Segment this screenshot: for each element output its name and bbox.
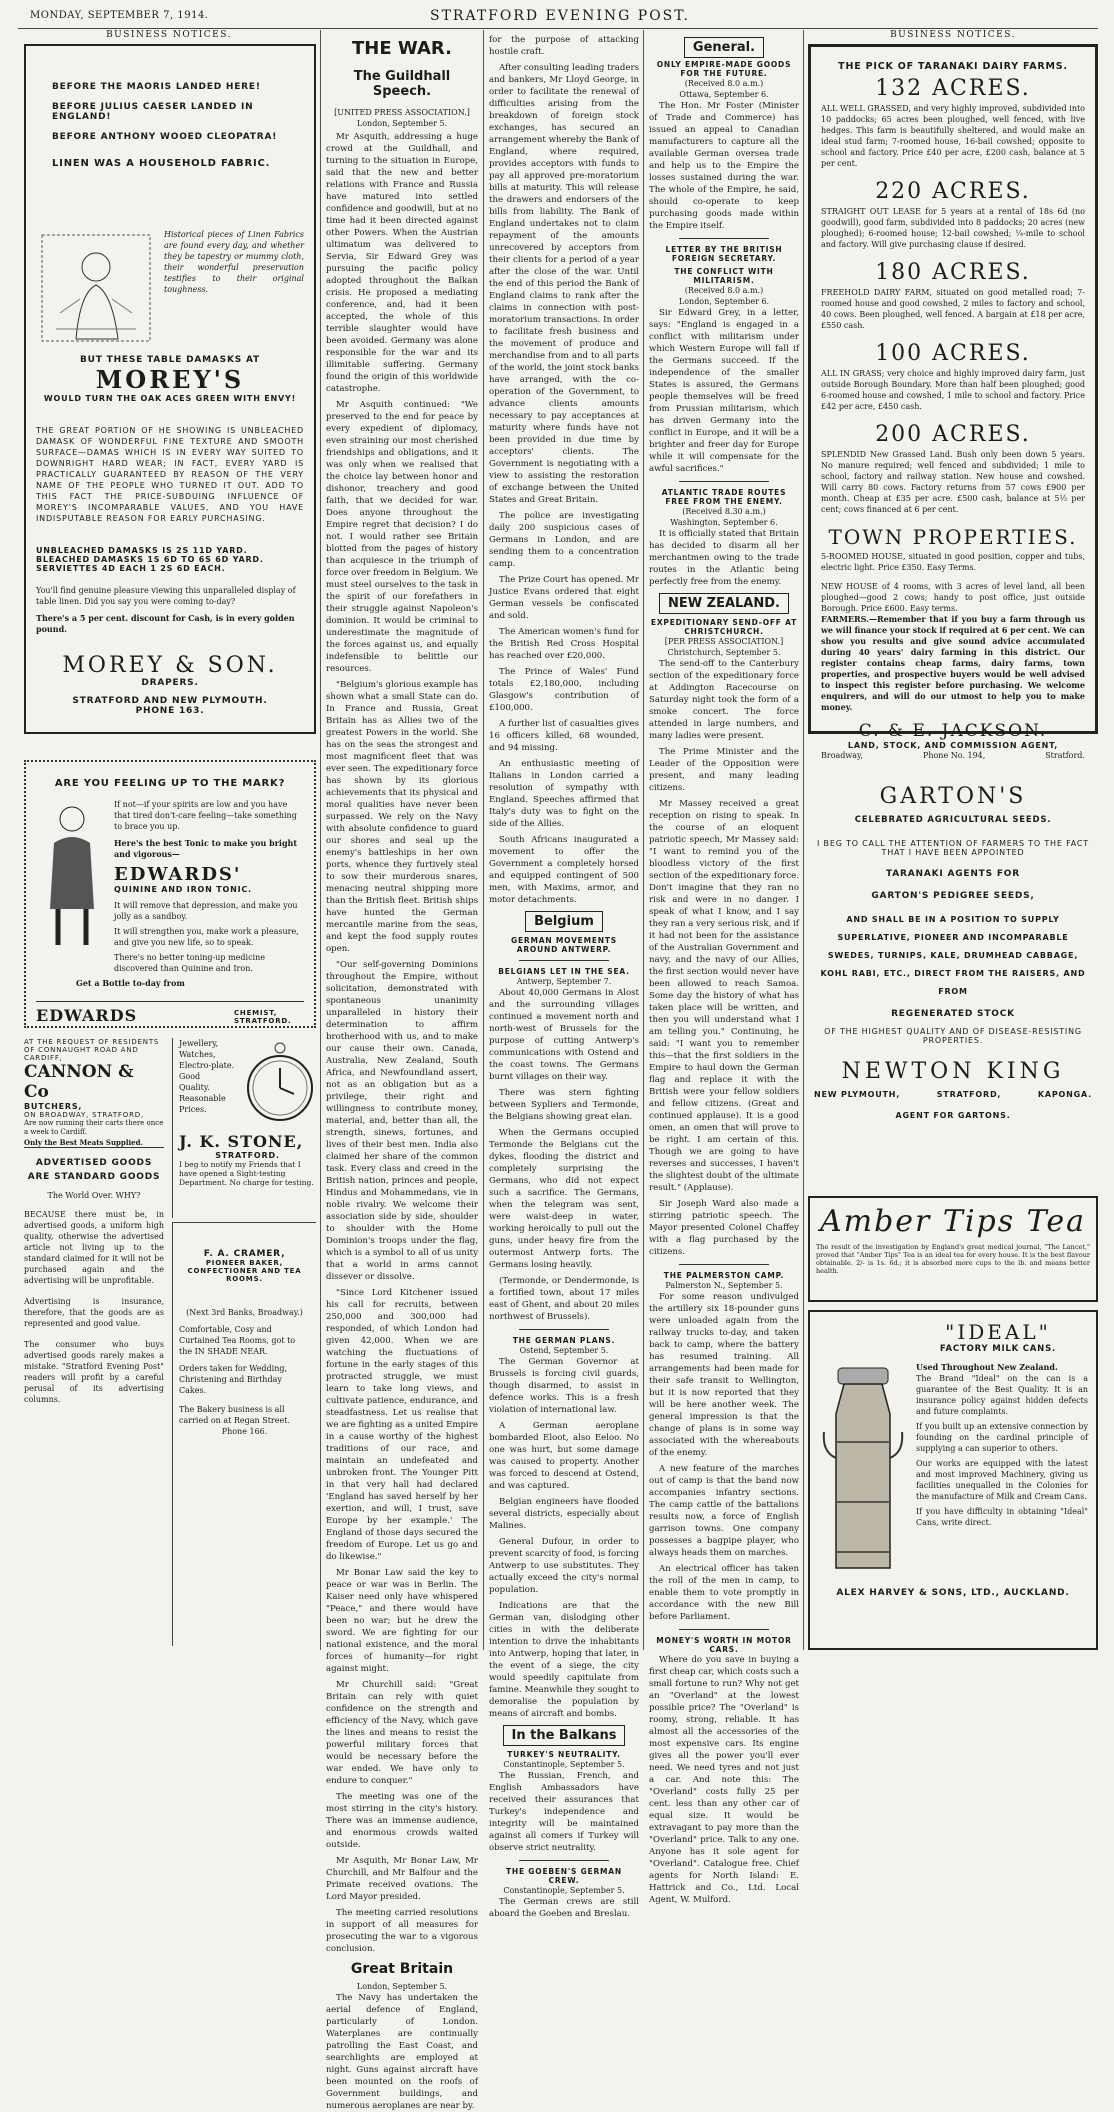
- pleasure-text: You'll find genuine pleasure viewing this unparalleled display of table linen. Did you say you were coming to-day?: [36, 586, 296, 606]
- cannon-address: ON BROADWAY, STRATFORD,: [24, 1111, 144, 1119]
- article-paragraph: "Belgium's glorious example has shown what a small State can do. In France and Russia, Great Britain has as Allies two of the greatest Powers in the world. She has on the seas the strongest and most magnificent fleet that was ever seen. The expeditionary force has shown by its glorious achievements that its physical and moral qualities have never been surpassed. We rely on the Navy with absolute confidence to guard our shores and seal up the enemy's battleships in her own ports, whence they furtively steal to sow their murderous snares, menacing neutral shipping more than the British fleet. British ships have hunted the German mercantile marine from the seas, and kept the food supply routes open.: [326, 680, 479, 954]
- garton-seeds-advertisement: [808, 748, 1098, 1188]
- morey-brand: MOREY'S: [95, 365, 245, 394]
- farm-description: ALL IN GRASS; very choice and highly improved dairy farm, just outside Borough Boundary. More than half been ploughed; good 6-roomed house and cowshed, 1 mile to school and factory. Price £42 per acre, £450 cash.: [821, 369, 1085, 411]
- advertised-title: ADVERTISED GOODS ARE STANDARD GOODS: [27, 1158, 161, 1182]
- balkans-title: In the Balkans: [503, 1725, 626, 1746]
- masthead: [20, 6, 1100, 28]
- article-paragraph: Indications are that the German van, dislodging other cities in with the deliberate intention to drive the inhabitants into Antwerp, hoping that later, in the event of a siege, the city would speedily capitulate from famine. Meanwhile they sought to demoralise the population by means of aircraft and bombs.: [489, 1601, 639, 1719]
- garton-agent: AGENT FOR GARTONS.: [895, 1111, 1011, 1120]
- cramer-next: (Next 3rd Banks, Broadway.): [186, 1308, 303, 1317]
- section-label-right: BUSINESS NOTICES.: [890, 30, 1016, 40]
- newton-king: NEWTON KING: [841, 1059, 1065, 1084]
- edwards-headline: ARE YOU FEELING UP TO THE MARK?: [54, 778, 286, 789]
- amber-small-print: The result of the investigation by England's great medical journal, "The Lancet," proved that "Amber Tips" Tea is an ideal tea for every house. It is the best flavour obtainable. 2/- is 1s. 6d.; it is absorbed more cups to the lb. and means better health.: [816, 1243, 1090, 1275]
- garton-subtitle: CELEBRATED AGRICULTURAL SEEDS.: [854, 815, 1052, 825]
- advertised-goods-notice: [24, 1152, 164, 1650]
- dateline: Constantinople, September 5.: [503, 1886, 625, 1895]
- dairy-title: THE PICK OF TARANAKI DAIRY FARMS.: [838, 61, 1068, 72]
- damask-line: BUT THESE TABLE DAMASKS AT: [80, 355, 260, 365]
- edwards-cta: Get a Bottle to-day from: [76, 978, 185, 988]
- stone-item: Good: [179, 1072, 201, 1081]
- stone-item: Watches,: [179, 1050, 216, 1059]
- morey-phone: PHONE 163.: [135, 706, 205, 716]
- article-paragraph: Sir Edward Grey, in a letter, says: "England is engaged in a conflict with militarism under which Western Europe will fall if the Germans succeed. If the independence of the smaller States is assured, the Germans people themselves will be freed from Prussian militarism, which has driven Germany into the conflict in Europe, and it will be a brighter and freer day for Europe while it will compensate for the awful sacrifices.": [649, 308, 799, 474]
- farm-description: SPLENDID New Grassed Land. Bush only been down 5 years. No manure required; well fenced and subdivided; 1 mile to school, factory and railway station. New house and cowshed. Will carry 80 cows. Factory returns from 57 cows £900 per month. Cheap at £35 per acre. £500 cash, balance at 5½ per cent; cows financed at 6 per cent.: [821, 450, 1085, 514]
- edwards-signature: EDWARDS: [36, 1006, 138, 1025]
- ideal-body: If you built up an extensive connection by founding on the cardinal principle of supplying a can superior to others.: [916, 1422, 1088, 1453]
- dateline: London, September 5.: [356, 1982, 448, 1991]
- issue-date: MONDAY, SEPTEMBER 7, 1914.: [30, 10, 209, 21]
- cramer-trade: PIONEER BAKER, CONFECTIONER AND TEA ROOMS.: [187, 1259, 302, 1283]
- dateline: Constantinople, September 5.: [503, 1760, 625, 1769]
- farm-description: FREEHOLD DAIRY FARM, situated on good metalled road; 7-roomed house and good cowshed, 2 miles to factory and school, 40 cows. Been ploughed, well fenced. A bargain at £18 per acre, £550 cash.: [821, 288, 1085, 330]
- town: NEW PLYMOUTH,: [814, 1090, 901, 1099]
- article-paragraph: The Russian, French, and English Ambassadors have received their assurances that Turkey's independence and integrity will be maintained against all comers if Turkey will observe strict neutrality.: [489, 1771, 639, 1853]
- received-time: (Received 8.30 a.m.): [682, 507, 766, 516]
- amber-tips-tea-advertisement: [808, 1196, 1098, 1302]
- article-paragraph: A German aeroplane bombarded Eloot, also Eeloo. No one was hurt, but some damage was caused to property. Another was forced to descend at Ostend, and was captured.: [489, 1421, 639, 1491]
- cramer-orders: Orders taken for Wedding, Christening and Birthday Cakes.: [179, 1364, 288, 1395]
- atlantic-subhead: ATLANTIC TRADE ROUTES FREE FROM THE ENEMY.: [661, 488, 787, 506]
- price-1: UNBLEACHED DAMASKS IS 2S 11D YARD.: [36, 546, 248, 555]
- historical-text: Historical pieces of Linen Fabrics are found every day, and whether they be tapestry or mummy cloth, their wonderful preservation testifies to their original toughness.: [164, 230, 304, 294]
- article-paragraph: The German crews are still aboard the Goeben and Breslau.: [489, 1897, 639, 1919]
- cramer-advertisement: [172, 1222, 316, 1646]
- dateline: Washington, September 6.: [670, 518, 778, 527]
- article-paragraph: A new feature of the marches out of camp is that the band now accompanies infantry sections. The camp cattle of the battalions results now, a force of English garrison towns. One company possesses a bagpipe player, who always heads them on marches.: [649, 1464, 799, 1558]
- send-off-subhead: EXPEDITIONARY SEND-OFF AT CHRISTCHURCH.: [650, 618, 798, 636]
- goeben-subhead: THE GOEBEN'S GERMAN CREW.: [505, 1867, 622, 1885]
- dateline: Palmerston N., September 5.: [665, 1281, 783, 1290]
- dateline: Antwerp, September 7.: [516, 977, 612, 986]
- article-paragraph: (Termonde, or Dendermonde, is a fortified town, about 17 miles east of Ghent, and about 20 miles northwest of Brussels).: [489, 1276, 639, 1322]
- column-rule: [320, 30, 321, 1650]
- article-paragraph: The German Governor at Brussels is forcing civil guards, though disarmed, to assist in defence works. This is a fresh violation of international law.: [489, 1357, 639, 1415]
- garton-title: GARTON'S: [879, 784, 1027, 809]
- edwards-role: CHEMIST, STRATFORD.: [234, 1009, 292, 1025]
- dateline: Ottawa, September 6.: [679, 90, 769, 99]
- article-paragraph: An enthusiastic meeting of Italians in London carried a resolution of sympathy with England. Speeches affirmed that Italy's duty was to fight on the side of the Allies.: [489, 759, 639, 829]
- agent-address: Broadway,: [821, 751, 864, 760]
- garton-quality: OF THE HIGHEST QUALITY AND OF DISEASE-RESISTING PROPERTIES.: [824, 1027, 1082, 1045]
- news-column-3: [489, 34, 639, 1919]
- morey-portion-text: THE GREAT PORTION OF HE SHOWING IS UNBLEACHED DAMASK OF WONDERFUL FINE TEXTURE AND SMOOTH SURFACE—DAMAS WHICH IS IN EVERY WAY SUITED TO DOWNRIGHT HARD WEAR; IN FACT, EVERY YARD IS PRACTICALLY GUARANTEED BY REASON OF THE VERY NAME OF THE PEOPLE WHO TURNED IT OUT. ADD TO THIS FACT THE PRICE-SUBDUING INFLUENCE OF MOREY'S INCOMPARABLE VALUES, AND YOU HAVE INDISPUTABLE REASON FOR EARLY PURCHASING.: [36, 426, 304, 523]
- turkey-subhead: TURKEY'S NEUTRALITY.: [507, 1750, 621, 1759]
- cannon-name: CANNON & Co: [24, 1062, 134, 1102]
- stone-notice: I beg to notify my Friends that I have opened a Sight-testing Department. No charge for testing.: [179, 1160, 314, 1187]
- palmerston-subhead: THE PALMERSTON CAMP.: [663, 1271, 785, 1280]
- farm-heading: 200 ACRES.: [875, 422, 1031, 447]
- ideal-milk-cans-advertisement: [808, 1310, 1098, 1650]
- town: KAPONGA.: [1037, 1090, 1092, 1099]
- farm-heading: 132 ACRES.: [875, 76, 1031, 101]
- morey-firm: MOREY & SON.: [62, 653, 278, 678]
- section-label-left: BUSINESS NOTICES.: [106, 30, 232, 40]
- property-description: 5-ROOMED HOUSE, situated in good position, copper and tubs, electric light. Price £350. Easy Terms.: [821, 552, 1085, 572]
- farm-heading: 180 ACRES.: [875, 260, 1031, 285]
- article-paragraph: For some reason undivulged the artillery six 18-pounder guns were unloaded again from the railway trucks to-day, and taken back to camp, where the battery has resumed training. All arrangements had been made for their safe transit to Wellington, but it is now reported that they will be here another week. The general impression is that the change of plans is in some way associated with the whereabouts of the enemy.: [649, 1292, 799, 1458]
- militarism-subhead: THE CONFLICT WITH MILITARISM.: [674, 267, 774, 285]
- new-zealand-title: NEW ZEALAND.: [659, 593, 789, 614]
- article-paragraph: South Africans inaugurated a movement to offer the Government a completely horsed and equipped contingent of 500 men, with Maxims, armor, and motor detachments.: [489, 835, 639, 905]
- cannon-request: AT THE REQUEST OF RESIDENTS OF CONNAUGHT ROAD AND CARDIFF,: [24, 1038, 160, 1062]
- agent-phone: Phone No. 194,: [922, 751, 986, 760]
- farm-heading: 220 ACRES.: [875, 179, 1031, 204]
- article-paragraph: There was stern fighting between Sypliers and Termonde, the Belgians showing great elan.: [489, 1088, 639, 1122]
- morey-town: STRATFORD AND NEW PLYMOUTH.: [72, 696, 268, 706]
- ideal-firm: ALEX HARVEY & SONS, LTD., AUCKLAND.: [836, 1588, 1070, 1598]
- stone-name: J. K. STONE,: [179, 1132, 304, 1151]
- dairy-farms-advertisement: [808, 44, 1098, 760]
- article-paragraph: Where do you save in buying a first cheap car, which costs such a small fortune to run? Why not get an "Overland" at the lowest possible price? The "Overland" is roomy, strong, reliable. It has almost all the accessories of the most expensive cars. Its engine gives all the power you'll ever need. We need tyres and not just a car. And note this: The "Overland" costs fully 25 per cent. less than any other car of equal size. It would be extravagant to pay more than the "Overland" price. Talk to any one. Anyone has it sole agent for "Overland". Catalogue free. Chief agents for North Island: E. Hattrick and Co., Ltd. Local Agent, W. Mulford.: [649, 1655, 799, 1905]
- dateline: London, September 6.: [678, 297, 770, 306]
- article-paragraph: The Prince of Wales' Fund totals £2,180,000, including Glasgow's contribution of £100,000.: [489, 667, 639, 713]
- edwards-product: QUININE AND IRON TONIC.: [114, 885, 252, 894]
- masthead-rule: [18, 28, 1098, 29]
- edwards-benefit-1: It will remove that depression, and make you jolly as a sandboy.: [114, 901, 298, 921]
- amber-logo: Amber Tips Tea: [819, 1204, 1086, 1239]
- general-column: [649, 34, 799, 1905]
- dateline: Christchurch, September 5.: [667, 648, 781, 657]
- edwards-tonic-line: Here's the best Tonic to make you bright and vigorous—: [114, 838, 298, 859]
- stone-item: Prices.: [179, 1105, 207, 1114]
- advertised-sub: The World Over. WHY?: [47, 1191, 141, 1200]
- war-column: [326, 34, 479, 2111]
- garton-regen: REGENERATED STOCK: [891, 1009, 1015, 1019]
- article-paragraph: for the purpose of attacking hostile craft.: [489, 35, 639, 57]
- foreign-secretary-subhead: LETTER BY THE BRITISH FOREIGN SECRETARY.: [665, 245, 783, 263]
- article-paragraph: Belgian engineers have flooded several districts, especially about Malines.: [489, 1497, 639, 1531]
- garton-pedigree: GARTON'S PEDIGREE SEEDS,: [871, 891, 1035, 901]
- article-paragraph: About 40,000 Germans in Alost and the surrounding villages continued a movement north and north-west of Brussels for the purpose of cutting Antwerp's communications with Ostend and the coast towns. The Germans burnt villages on their way.: [489, 988, 639, 1082]
- press-association: [PER PRESS ASSOCIATION.]: [664, 637, 784, 646]
- article-paragraph: "Since Lord Kitchener issued his call for recruits, between 250,000 and 300,000 had responded, of which London had given 42,000. When we are watching the fluctuations of fortune in the early stages of this protracted struggle, we must learn to take long views, and cultivate patience, endurance, and steadfastness. Let us realise that we are fighting as a united Empire in a cause worthy of the highest traditions of our race, and maintain an undefeated and unbroken front. The Younger Pitt in that very hall had declared 'England has saved herself by her exertion, and will, I trust, save Europe by her example.' The England of those days secured the freedom of Europe. Let us go and do likewise.": [326, 1288, 478, 1562]
- article-paragraph: The meeting carried resolutions in support of all measures for prosecuting the war to a vigorous conclusion.: [326, 1908, 478, 1954]
- ideal-body: The Brand "Ideal" on the can is a guarantee of the Best Quality. It is an insurance policy against hidden defects and future complaints.: [916, 1374, 1088, 1416]
- cannon-quality: Only the Best Meats Supplied.: [24, 1138, 143, 1147]
- article-paragraph: Mr Bonar Law said the key to peace or war was in Berlin. The Kaiser need only have whispered "Peace," and there would have been no war; but he drew the sword. We are fighting for our national existence, and the moral forces of humanity—for right against might.: [326, 1568, 478, 1674]
- farm-heading: 100 ACRES.: [875, 341, 1031, 366]
- edwards-benefit-2: It will strengthen you, make work a pleasure, and give you new life, so to speak.: [114, 927, 299, 947]
- stone-advertisement: [172, 1038, 316, 1218]
- general-title: General.: [684, 37, 764, 58]
- ideal-body: If you have difficulty in obtaining "Ideal" Cans, write direct.: [916, 1507, 1088, 1527]
- dateline: London, September 5.: [356, 119, 448, 128]
- cannon-trade: BUTCHERS,: [24, 1102, 83, 1111]
- ideal-used: Used Throughout New Zealand.: [916, 1362, 1058, 1372]
- edwards-brand: EDWARDS': [114, 864, 242, 885]
- morey-tagline: WOULD TURN THE OAK ACES GREEN WITH ENVY!: [43, 394, 297, 403]
- milk-can-illustration: [818, 1362, 908, 1582]
- morey-line-2: BEFORE JULIUS CAESER LANDED IN ENGLAND!: [52, 102, 254, 122]
- morey-line-3: BEFORE ANTHONY WOOED CLEOPATRA!: [52, 132, 278, 142]
- discount-text: There's a 5 per cent. discount for Cash, is in every golden pound.: [36, 613, 295, 634]
- war-header: THE WAR.: [352, 38, 452, 59]
- agent-town: Stratford.: [1045, 751, 1085, 760]
- farm-description: ALL WELL GRASSED, and very highly improved, subdivided into 10 paddocks; 65 acres been ploughed, well fenced, with live hedges. This farm is beautifully sheltered, and would make an ideal stud farm; 7-roomed house, 16-bail cowshed; opposite to school and factory. Price £40 per acre, £200 cash, balance at 5 per cent.: [821, 104, 1085, 168]
- advertised-insurance: Advertising is insurance, therefore, that the goods are as represented and good value.: [24, 1297, 164, 1328]
- garton-supply: AND SHALL BE IN A POSITION TO SUPPLY SUPERLATIVE, PIONEER AND INCOMPARABLE SWEDES, TURNIPS, KALE, DRUMHEAD CABBAGE, KOHL RABI, ETC., DIRECT FROM THE RAISERS, AND FROM: [820, 915, 1086, 996]
- stone-item: Quality.: [179, 1083, 210, 1092]
- watch-illustration: [244, 1038, 316, 1128]
- town-properties-heading: TOWN PROPERTIES.: [828, 525, 1078, 549]
- farmers-notice: FARMERS.—Remember that if you buy a farm through us we will finance your stock if required at 6 per cent. We can show you results and give sound advice accumulated during 40 years' dairy farming in this district. Our register contains cheap farms, dairy farms, town properties, and prospective buyers would be well advised to inspect this register before purchasing. We welcome enquirers, and will do our utmost to help you to make money.: [821, 614, 1085, 712]
- stone-item: Jewellery,: [179, 1039, 219, 1048]
- stone-item: Electro-plate.: [179, 1061, 235, 1070]
- town: STRATFORD,: [936, 1090, 1002, 1099]
- article-paragraph: An electrical officer has taken the roll of the men in camp, to enable them to vote promptly in accordance with the new Bill before Parliament.: [649, 1564, 799, 1622]
- article-paragraph: It is officially stated that Britain has decided to disarm all her merchantmen owing to the trade routes in the Atlantic being perfectly free from the enemy.: [649, 529, 799, 587]
- article-paragraph: "Our self-governing Dominions throughout the Empire, without solicitation, demonstrated with spontaneous unanimity unparalleled in history their determination to affirm brotherhood with us, and to make our cause their own. Canada, Australia, New Zealand, South Africa, and Newfoundland assert, not as an obligation but as a privilege, their right and willingness to contribute money, material, and, better than all, the strength, sinews, fortunes, and lives of their best men. India also claimed her share of the common task. Every class and creed in the British nation, princes and people, Hindus and Mohammedans, vie in noble rivalry. We welcome their association side by side, shoulder to shoulder with the Home Dominion's troops under the flag, which is a symbol to all of us unity that a world in arms cannot dissever or dissolve.: [326, 960, 478, 1282]
- article-paragraph: The meeting was one of the most stirring in the city's history. There was an immense audience, and enormous crowds waited outside.: [326, 1792, 478, 1850]
- cramer-delivery: The Bakery business is all carried on at Regan Street.: [179, 1405, 290, 1425]
- belgium-title: Belgium: [525, 911, 603, 932]
- agent-name: C. & E. JACKSON.: [858, 721, 1048, 741]
- advertised-body: BECAUSE there must be, in advertised goods, a uniform high quality, otherwise the advertised article not living up to the standard claimed for it will not be purchased again and the advertising will be unprofitable.: [24, 1210, 164, 1285]
- press-association: [UNITED PRESS ASSOCIATION.]: [334, 108, 470, 117]
- edwards-benefit-3: There's no better toning-up medicine discovered than Quinine and Iron.: [114, 953, 265, 973]
- article-paragraph: Mr Massey received a great reception on rising to speak. In the course of an eloquent patriotic speech, Mr Massey said: "I want to remind you of the bloodless victory of the first section of the expeditionary force. Don't imagine that they ran no risk and were in no danger. I speak of what I know, and I say they ran a very serious risk, and if it had not been for the assistance of the Australian Government and navy, and the navy of our Allies, the first section would never have been allowed to reach Samoa. Some day the history of what has taken place will be written, and then you will understand what I am telling you." Continuing, he said: "I want you to remember this—that the first soldiers in the Empire to haul down the German flag and replace it with the British were your fellow soldiers and fellow citizens. (Great and continued applause). It is a good omen, an omen that will prove to be right. I am certain of this. Though we are going to have reverses and successes, I haven't the slightest doubt of the ultimate result." (Applause).: [649, 799, 799, 1193]
- cannon-advertisement: [24, 1038, 164, 1148]
- article-paragraph: Mr Asquith, addressing a huge crowd at the Guildhall, and turning to the situation in Europe, said that the new and better relations with France and Russia have matured into settled confidence and goodwill, but at no time had it been directed against other Powers. When the Austrian ultimatum was delivered to Servia, Sir Edward Grey was pursuing the pacific policy adopted throughout the Balkan crisis. He proposed a mediating conference, and, had it been accepted, the whole of this terrible slaughter would have been avoided. Germany was alone responsible for the war and its illimitable suffering. Germany found the origin of this worldwide catastrophe.: [326, 132, 478, 394]
- column-rule: [643, 30, 644, 1650]
- dateline: Ostend, September 5.: [519, 1346, 609, 1355]
- morey-advertisement: [24, 44, 316, 734]
- german-plans-subhead: THE GERMAN PLANS.: [512, 1336, 616, 1345]
- ideal-body: Our works are equipped with the latest and most improved Machinery, giving us facilities unequalled in the Colonies for the manufacture of Milk and Cream Cans.: [916, 1459, 1088, 1501]
- ideal-subtitle: FACTORY MILK CANS.: [939, 1344, 1057, 1354]
- article-paragraph: The Prize Court has opened. Mr Justice Evans ordered that eight German vessels be confiscated and sold.: [489, 575, 639, 621]
- edwards-intro: If not—if your spirits are low and you have that tired don't-care feeling—take something to brace you up.: [114, 800, 297, 831]
- article-paragraph: After consulting leading traders and bankers, Mr Lloyd George, in order to facilitate the renewal of difficulties arising from the breakdown of foreign stock exchanges, has secured an arrangement whereby the Bank of England, where required, provides acceptors with funds to pay all approved pre-moratorium bills at maturity. This will release the drawers and endorsers of the bills from liability. The Bank of England undertakes not to claim repayment of the amounts unrecovered by acceptors from their clients for a period of a year after the close of the war. Until the end of this period the Bank of England claims to rank after the claims in connection with post-moratorium transactions. In order to facilitate fresh business and the movement of produce and merchandise from and to all parts of the world, the joint stock banks have arranged, with the co-operation of the Government, to advance clients amounts necessary to pay acceptances at maturity where funds have not been provided in due time by acceptors' clients. The Government is negotiating with a view to assisting the restoration of exchange between the United States and Great Britain.: [489, 63, 639, 505]
- linen-headline: LINEN WAS A HOUSEHOLD FABRIC.: [52, 158, 271, 169]
- edwards-advertisement: [24, 760, 316, 1028]
- belgians-subhead: BELGIANS LET IN THE SEA.: [498, 967, 630, 976]
- cramer-name: F. A. CRAMER,: [203, 1249, 286, 1259]
- garton-agents: TARANAKI AGENTS FOR: [886, 869, 1020, 879]
- cramer-rooms: Comfortable, Cosy and Curtained Tea Rooms, got to the IN SHADE NEAR.: [179, 1325, 296, 1356]
- guildhall-title: The Guildhall Speech.: [353, 69, 451, 99]
- article-paragraph: The American women's fund for the British Red Cross Hospital has reached over £20,000.: [489, 627, 639, 661]
- article-paragraph: The send-off to the Canterbury section of the expeditionary force at Addington Racecourse on Saturday night took the form of a smoke concert. The force attended in large numbers, and many ladies were present.: [649, 659, 799, 741]
- garton-notice: I BEG TO CALL THE ATTENTION OF FARMERS TO THE FACT THAT I HAVE BEEN APPOINTED: [817, 839, 1089, 857]
- newspaper-title: STRATFORD EVENING POST.: [430, 8, 690, 24]
- price-2: BLEACHED DAMASKS 1S 6D TO 6S 6D YARD.: [36, 555, 264, 564]
- great-britain-title: Great Britain: [350, 1961, 454, 1977]
- cannon-service: Are now running their carts there once a week to Cardiff.: [24, 1119, 164, 1136]
- article-paragraph: Mr Asquith continued: "We preserved to the end for peace by every expedient of diplomacy, even straining our most cherished friendships and obligations, and it was only when we realised that the choice lay between honor and dishonor, treachery and good faith, that we decided for war. Does anyone throughout the Empire regret that decision? I do not. I would rather see Britain blotted from the pages of history than acquiesce in the triumph of force over freedom in Belgium. We must steel ourselves to the task in the spirit of our forefathers in their struggle against Napoleon's dominion. It would be criminal to underestimate the magnitude of the forces against us, and equally indefensible to belittle our resources.: [326, 400, 478, 674]
- price-3: SERVIETTES 4D EACH 1 2S 6D EACH.: [36, 564, 226, 573]
- morey-line-1: BEFORE THE MAORIS LANDED HERE!: [52, 82, 261, 92]
- stone-item: Reasonable: [179, 1094, 226, 1103]
- column-rule: [803, 30, 804, 1650]
- received-time: (Received 8.0 a.m.): [684, 79, 764, 88]
- agent-trade: LAND, STOCK, AND COMMISSION AGENT,: [847, 741, 1059, 750]
- article-paragraph: When the Germans occupied Termonde the Belgians cut the dykes, flooding the district and completely surprising the Germans, who did not expect such a sacrifice. The Germans, when the telegram was sent, were waist-deep in water, working heroically to pull out the guns, under heavy fire from the outermost Antwerp forts. The Germans losing heavily.: [489, 1128, 639, 1270]
- cramer-phone: Phone 166.: [221, 1427, 268, 1436]
- received-time: (Received 8.0 a.m.): [684, 286, 764, 295]
- article-paragraph: Mr Asquith, Mr Bonar Law, Mr Churchill, and Mr Balfour and the Primate received ovations. The Lord Mayor presided.: [326, 1856, 478, 1902]
- ideal-title: "IDEAL": [945, 1320, 1051, 1344]
- morey-trade: DRAPERS.: [141, 678, 199, 688]
- article-paragraph: Mr Churchill said: "Great Britain can rely with quiet confidence on the strength and efficiency of the Navy, which gave the lines and means to resist the powerful military forces that would be necessary before the war ended. We have only to endure to conquer.": [326, 1680, 478, 1786]
- article-paragraph: A further list of casualties gives 16 officers killed, 68 wounded, and 94 missing.: [489, 719, 639, 753]
- motor-subhead: MONEY'S WORTH IN MOTOR CARS.: [656, 1636, 792, 1654]
- article-paragraph: The Navy has undertaken the aerial defence of England, particularly of London. Waterplanes are continually patrolling the East Coast, and searchlights are employed at night. Guns against aircraft have been mounted on the roofs of Government buildings, and numerous aeroplanes are near by.: [326, 1993, 478, 2111]
- farm-description: STRAIGHT OUT LEASE for 5 years at a rental of 18s 6d (no goodwill), good farm, subdivided into 8 paddocks; 20 acres (new ploughed); 6-roomed house; 12-bail cowshed; ¼-mile to school and factory. Will give purchasing clause if desired.: [821, 207, 1085, 249]
- column-rule: [483, 30, 484, 1650]
- advertised-consumer: The consumer who buys advertised goods rarely makes a mistake. "Stratford Evening Post" readers will profit by a careful perusal of its advertising columns.: [24, 1340, 164, 1404]
- man-illustration: [36, 799, 108, 949]
- property-description: NEW HOUSE of 4 rooms, with 3 acres of level land, all been ploughed—good 2 cows; handy to post office, just outside Borough. Price £600. Easy terms.: [821, 582, 1085, 613]
- article-paragraph: The Hon. Mr Foster (Minister of Trade and Commerce) has issued an appeal to Canadian manufacturers to capture all the available German oversea trade and help us to the Empire the losses sustained during the war. The whole of the Empire, he said, should co-operate to keep purchasing goods made within the Empire itself.: [649, 101, 799, 231]
- egyptian-illustration: [36, 229, 156, 347]
- stone-town: STRATFORD.: [215, 1151, 280, 1160]
- article-paragraph: The police are investigating daily 200 suspicious cases of Germans in London, and are sending them to a concentration camp.: [489, 511, 639, 569]
- article-paragraph: Sir Joseph Ward also made a stirring patriotic speech. The Mayor presented Colonel Chaffey with a flag purchased by the citizens.: [649, 1199, 799, 1257]
- empire-goods-subhead: ONLY EMPIRE-MADE GOODS FOR THE FUTURE.: [656, 60, 792, 78]
- belgium-subhead: GERMAN MOVEMENTS AROUND ANTWERP.: [511, 936, 617, 954]
- article-paragraph: The Prime Minister and the Leader of the Opposition were present, and many leading citizens.: [649, 747, 799, 793]
- article-paragraph: General Dufour, in order to prevent scarcity of food, is forcing Antwerp to use substitutes. They actually exceed the city's normal population.: [489, 1537, 639, 1595]
